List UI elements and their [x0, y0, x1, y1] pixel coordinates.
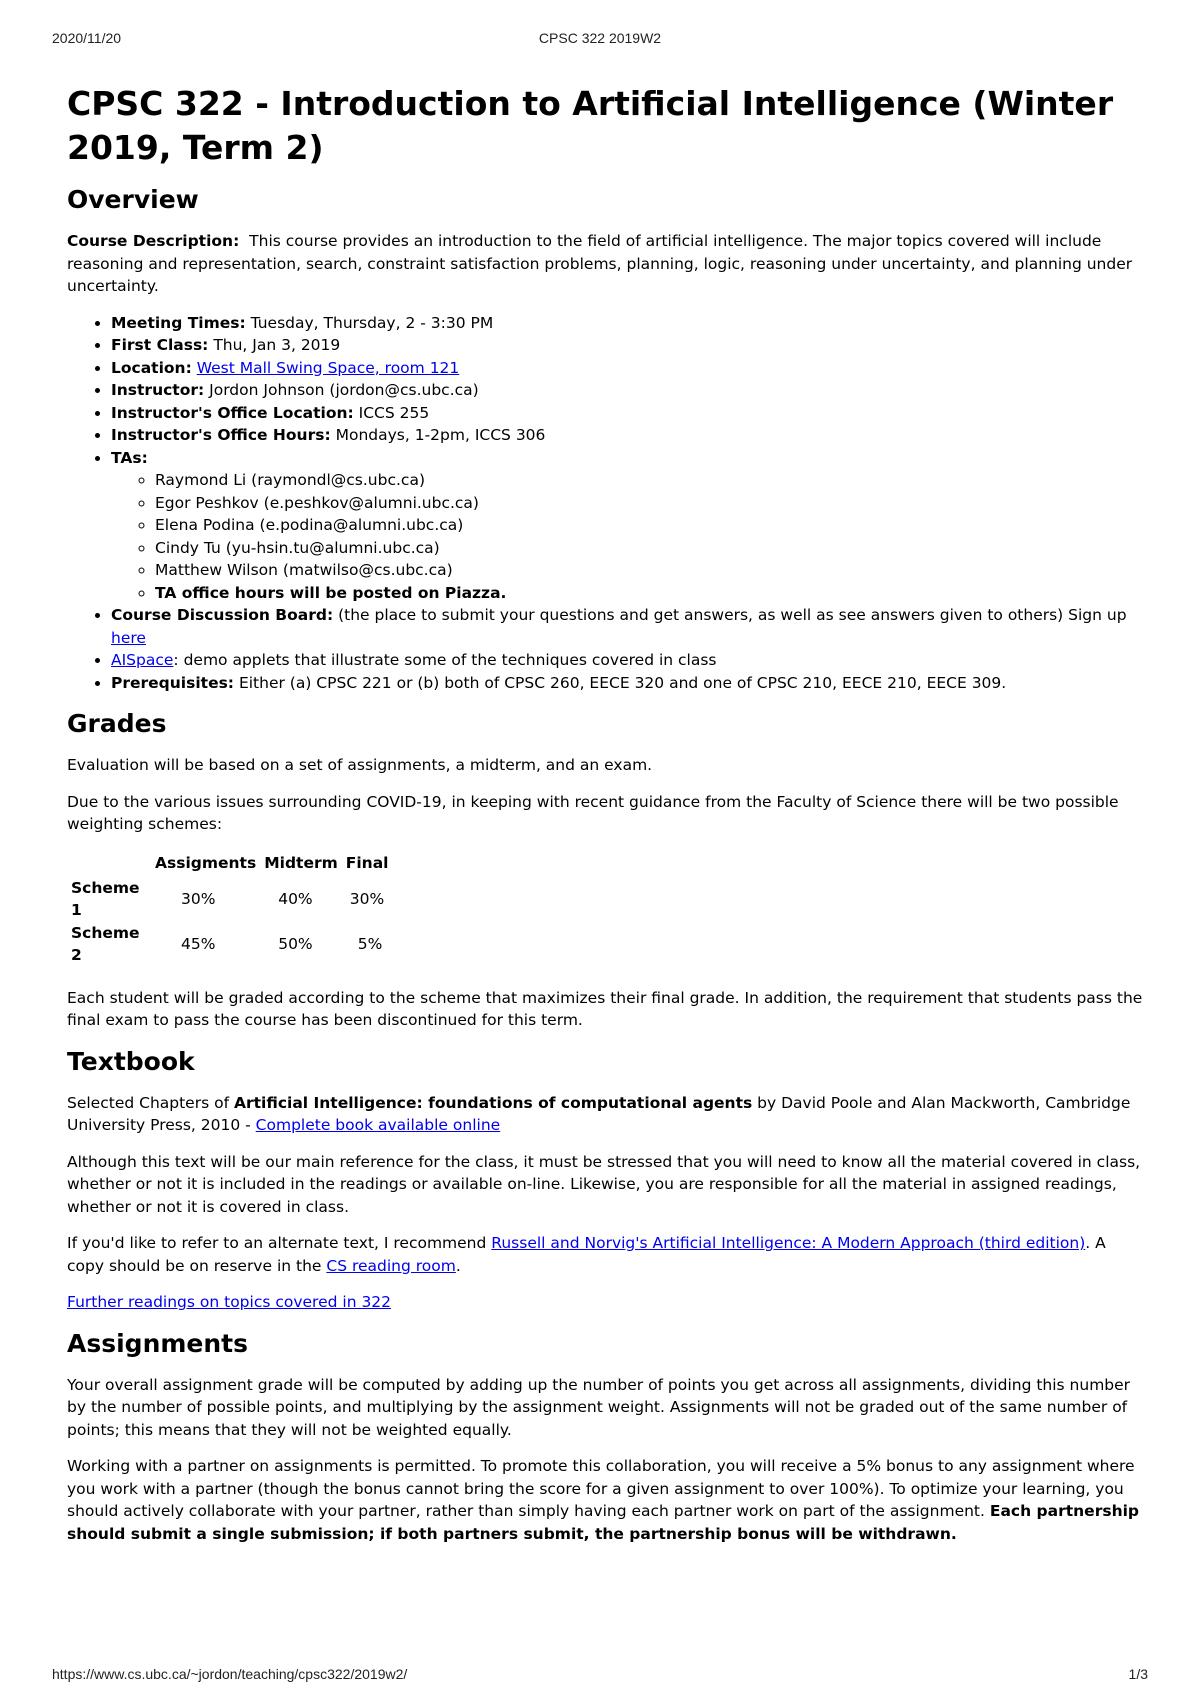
table-header-cell: Final — [345, 853, 389, 872]
text-span: Selected Chapters of — [67, 1093, 234, 1112]
course-description-text: This course provides an introduction to the field of artificial intelligence. The major topics covered will include reasoning and representation, search, constraint satisfaction problems, planning, logic, reasoning under uncertainty, and planning under uncertainty. — [67, 232, 1133, 295]
item-label: Meeting Times: — [111, 313, 246, 332]
item-label: Instructor's Office Hours: — [111, 426, 331, 444]
list-item-tas — [111, 447, 1147, 605]
list-item-office-location — [111, 402, 1147, 425]
ta-list — [111, 469, 1147, 604]
textbook-paragraph-4 — [67, 1291, 1147, 1314]
course-description — [67, 230, 1147, 298]
item-text: Tuesday, Thursday, 2 - 3:30 PM — [250, 313, 494, 332]
list-item-instructor — [111, 379, 1147, 402]
book-online-link[interactable]: Complete book available online — [255, 1116, 501, 1134]
table-header-cell: Assigments — [155, 853, 257, 872]
further-readings-link[interactable]: Further readings on topics covered in 322 — [67, 1293, 392, 1311]
alternate-text-link[interactable]: Russell and Norvig's Artificial Intelligence: A Modern Approach (third edition) — [491, 1234, 1086, 1252]
aispace-link[interactable]: AISpace — [111, 651, 174, 669]
list-item-discussion-board — [111, 604, 1147, 649]
table-header-cell — [67, 850, 151, 877]
page-content — [67, 82, 1147, 1559]
item-label: Prerequisites: — [111, 673, 235, 692]
item-label: TAs: — [111, 448, 148, 467]
list-item-first-class — [111, 334, 1147, 357]
textbook-paragraph-3 — [67, 1232, 1147, 1277]
grades-paragraph-3: Each student will be graded according to the scheme that maximizes their final grade. In addition, the requirement that students pass the final exam to pass the course has been discontinued for this term. — [67, 988, 1143, 1029]
reading-room-link[interactable]: CS reading room — [326, 1256, 456, 1275]
book-title: Artificial Intelligence: foundations of computational agents — [233, 1093, 753, 1112]
textbook-heading: Textbook — [67, 1046, 195, 1076]
list-item-aispace — [111, 649, 1147, 672]
item-label: First Class: — [111, 336, 209, 354]
item-text: : demo applets that illustrate some of the techniques covered in class — [173, 651, 717, 669]
item-text: Either (a) CPSC 221 or (b) both of CPSC 260, EECE 320 and one of CPSC 210, EECE 210, EECE 309. — [238, 673, 1007, 692]
textbook-paragraph-2: Although this text will be our main reference for the class, it must be stressed that you will need to know all the material covered in class, whether or not it is included in the readings or available on-line. Likewise, you are responsible for all the material in assigned readings, whether or not it is covered in class. — [67, 1152, 1141, 1216]
grade-schemes-table — [67, 850, 392, 967]
table-cell: 30% — [349, 889, 385, 908]
item-label: Location: — [111, 358, 192, 377]
item-text: (the place to submit your questions and get answers, as well as see answers given to others) Sign up — [338, 606, 1127, 624]
item-text: Thu, Jan 3, 2019 — [213, 336, 341, 354]
overview-heading: Overview — [67, 185, 199, 214]
item-label: Instructor's Office Location: — [111, 403, 354, 422]
overview-list — [67, 312, 1147, 695]
table-cell: 45% — [181, 934, 216, 953]
print-page-title: CPSC 322 2019W2 — [538, 30, 662, 46]
assignments-paragraph-1: Your overall assignment grade will be computed by adding up the number of points you get across all assignments, dividing this number by the number of possible points, and multiplying by the assignment weight. Assignments will not be graded out of the same number of points; this means that they will not be weighted equally. — [67, 1375, 1131, 1439]
course-description-label: Course Description: — [67, 232, 240, 250]
grades-paragraph-2: Due to the various issues surrounding COVID-19, in keeping with recent guidance from the Faculty of Science there will be two possible weighting schemes: — [67, 792, 1119, 833]
table-row-label: Scheme 1 — [71, 878, 140, 919]
list-item-office-hours — [111, 424, 1147, 447]
text-span: If you'd like to refer to an alternate text, I recommend — [67, 1234, 492, 1252]
table-cell: 40% — [278, 889, 313, 908]
text-span: . — [455, 1256, 461, 1275]
print-header — [52, 30, 1148, 50]
item-label: Instructor: — [111, 381, 205, 399]
list-item-prerequisites — [111, 672, 1147, 695]
ta-note-text: TA office hours will be posted on Piazza. — [155, 583, 507, 602]
assignments-heading: Assignments — [67, 1328, 249, 1358]
location-link[interactable]: West Mall Swing Space, room 121 — [196, 358, 460, 377]
table-header-cell: Midterm — [264, 853, 338, 872]
table-row — [67, 877, 392, 922]
grades-paragraph-1: Evaluation will be based on a set of assignments, a midterm, and an exam. — [67, 756, 653, 774]
ta-item: ◦ Matthew Wilson (matwilso@cs.ubc.ca) — [155, 559, 1147, 582]
text-span: Working with a partner on assignments is permitted. To promote this collaboration, you will receive a 5% bonus to any assignment where you work with a partner (though the bonus cannot bring the score for a given assignment to over 100%). To optimize your learning, you should actively collaborate with your partner, rather than simply having each partner work on part of the assignment. — [67, 1457, 1135, 1520]
grades-heading: Grades — [67, 709, 167, 738]
print-date: 2020/11/20 — [52, 30, 122, 46]
ta-office-hours-note — [155, 582, 1147, 605]
text-span: by David Poole and Alan Mackworth, Cambridge University Press, 2010 - — [67, 1093, 1131, 1134]
table-cell: 30% — [181, 889, 216, 908]
ta-item: ◦ Raymond Li (raymondl@cs.ubc.ca) — [155, 469, 1147, 492]
partnership-rule: Each partnership should submit a single submission; if both partners submit, the partnership bonus will be withdrawn. — [67, 1502, 1140, 1543]
print-footer — [52, 1666, 1148, 1686]
assignments-paragraph-2 — [67, 1455, 1147, 1545]
signup-link[interactable]: here — [111, 628, 146, 647]
table-row-label: Scheme 2 — [71, 923, 140, 964]
table-row — [67, 922, 392, 967]
ta-item: ◦ Egor Peshkov (e.peshkov@alumni.ubc.ca) — [155, 492, 1147, 515]
table-cell: 50% — [278, 934, 313, 953]
page-title: CPSC 322 - Introduction to Artificial Intelligence (Winter 2019, Term 2) — [67, 84, 1114, 167]
ta-item: ◦ Cindy Tu (yu-hsin.tu@alumni.ubc.ca) — [155, 537, 1147, 560]
table-cell: 5% — [357, 934, 383, 953]
list-item-meeting-times — [111, 312, 1147, 335]
textbook-paragraph-1 — [67, 1092, 1147, 1137]
ta-item: ◦ Elena Podina (e.podina@alumni.ubc.ca) — [155, 514, 1147, 537]
text-span: . A copy should be on reserve in the — [67, 1234, 1106, 1275]
list-item-location — [111, 357, 1147, 380]
item-text: Jordon Johnson (jordon@cs.ubc.ca) — [209, 381, 479, 399]
table-header-row — [67, 850, 392, 877]
item-text: Mondays, 1-2pm, ICCS 306 — [335, 426, 546, 444]
item-label: Course Discussion Board: — [111, 606, 334, 624]
item-text: ICCS 255 — [358, 403, 430, 422]
print-url: https://www.cs.ubc.ca/~jordon/teaching/cpsc322/2019w2/ — [52, 1666, 408, 1682]
page-number: 1/3 — [1128, 1666, 1148, 1682]
